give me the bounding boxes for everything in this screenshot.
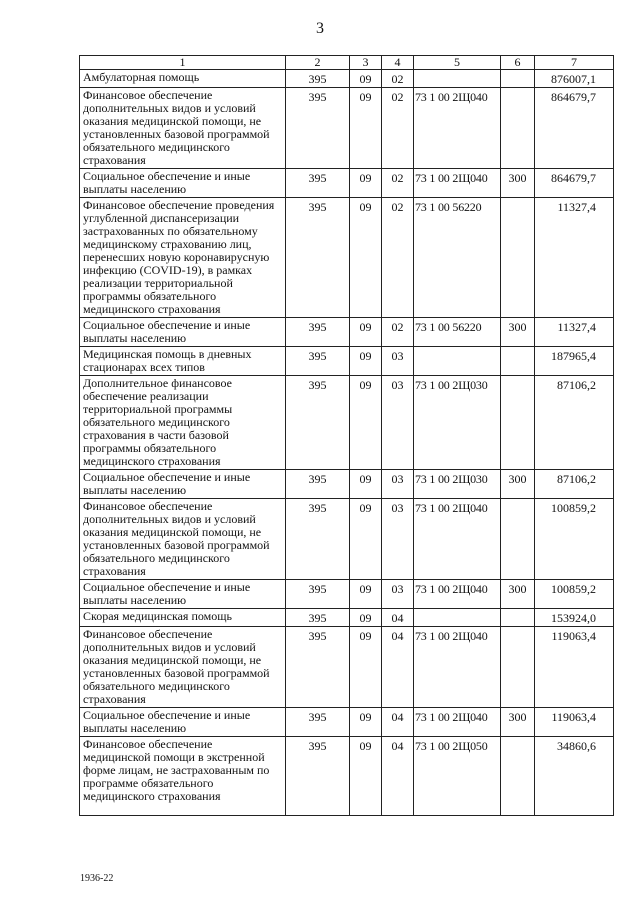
cell-col-3: 09	[350, 198, 382, 318]
cell-description: Финансовое обеспечение дополнительных видов и условий оказания медицинской помощи, не установленных базовой программой обязательного медицинского страхования	[80, 627, 286, 708]
page-number: 3	[316, 20, 324, 37]
cell-col-5	[414, 347, 501, 376]
cell-col-4: 03	[382, 580, 414, 609]
footer-document-code: 1936-22	[80, 873, 114, 884]
table-row	[80, 376, 614, 470]
cell-col-4: 02	[382, 88, 414, 169]
cell-col-6: 300	[501, 470, 535, 499]
cell-col-5: 73 1 00 2Щ040	[414, 499, 501, 580]
cell-col-2: 395	[286, 318, 350, 347]
cell-col-3: 09	[350, 609, 382, 627]
header-col-4: 4	[382, 56, 414, 70]
cell-description: Амбулаторная помощь	[80, 70, 286, 88]
cell-col-5	[414, 609, 501, 627]
cell-col-3: 09	[350, 580, 382, 609]
table-row	[80, 580, 614, 609]
cell-col-4: 02	[382, 318, 414, 347]
cell-col-3: 09	[350, 88, 382, 169]
cell-col-3: 09	[350, 470, 382, 499]
cell-col-7: 100859,2	[535, 499, 614, 580]
cell-col-7: 119063,4	[535, 708, 614, 737]
cell-col-7: 187965,4	[535, 347, 614, 376]
cell-col-2: 395	[286, 470, 350, 499]
cell-col-6	[501, 88, 535, 169]
cell-col-5: 73 1 00 2Щ030	[414, 470, 501, 499]
cell-col-2: 395	[286, 70, 350, 88]
cell-col-2: 395	[286, 609, 350, 627]
cell-col-2: 395	[286, 737, 350, 816]
cell-col-5: 73 1 00 56220	[414, 318, 501, 347]
cell-col-5: 73 1 00 2Щ040	[414, 88, 501, 169]
cell-col-7: 864679,7	[535, 169, 614, 198]
header-col-1: 1	[80, 56, 286, 70]
cell-description: Социальное обеспечение и иные выплаты населению	[80, 318, 286, 347]
cell-description: Социальное обеспечение и иные выплаты населению	[80, 580, 286, 609]
table-row	[80, 609, 614, 627]
cell-col-3: 09	[350, 347, 382, 376]
cell-col-2: 395	[286, 88, 350, 169]
cell-col-2: 395	[286, 376, 350, 470]
cell-col-4: 02	[382, 198, 414, 318]
cell-description: Социальное обеспечение и иные выплаты населению	[80, 470, 286, 499]
budget-table-container	[79, 55, 613, 816]
table-row	[80, 499, 614, 580]
cell-col-5: 73 1 00 2Щ040	[414, 708, 501, 737]
cell-col-4: 04	[382, 609, 414, 627]
cell-col-3: 09	[350, 499, 382, 580]
cell-col-7: 864679,7	[535, 88, 614, 169]
cell-col-2: 395	[286, 627, 350, 708]
table-body	[80, 70, 614, 816]
cell-col-6: 300	[501, 318, 535, 347]
cell-col-2: 395	[286, 499, 350, 580]
cell-col-3: 09	[350, 627, 382, 708]
cell-col-6	[501, 627, 535, 708]
cell-col-2: 395	[286, 708, 350, 737]
cell-col-5: 73 1 00 2Щ050	[414, 737, 501, 816]
cell-col-7: 153924,0	[535, 609, 614, 627]
table-row	[80, 318, 614, 347]
cell-col-4: 03	[382, 376, 414, 470]
cell-col-6	[501, 609, 535, 627]
cell-description: Финансовое обеспечение проведения углубленной диспансеризации застрахованных по обязательному медицинскому страхованию лиц, перенесших новую коронавирусную инфекцию (COVID-19), в рамках реализации территориальной программы обязательного медицинского страхования	[80, 198, 286, 318]
cell-col-6: 300	[501, 169, 535, 198]
header-col-5: 5	[414, 56, 501, 70]
cell-col-6: 300	[501, 708, 535, 737]
cell-col-2: 395	[286, 347, 350, 376]
cell-col-7: 876007,1	[535, 70, 614, 88]
cell-col-2: 395	[286, 169, 350, 198]
cell-col-5: 73 1 00 2Щ040	[414, 627, 501, 708]
cell-description: Финансовое обеспечение медицинской помощи в экстренной форме лицам, не застрахованным по программе обязательного медицинского страхования	[80, 737, 286, 816]
header-col-3: 3	[350, 56, 382, 70]
table-row	[80, 347, 614, 376]
table-row	[80, 88, 614, 169]
cell-col-4: 03	[382, 470, 414, 499]
table-row	[80, 708, 614, 737]
table-row	[80, 470, 614, 499]
cell-description: Скорая медицинская помощь	[80, 609, 286, 627]
cell-col-6	[501, 376, 535, 470]
cell-col-6: 300	[501, 580, 535, 609]
table-row	[80, 737, 614, 816]
cell-col-7: 11327,4	[535, 198, 614, 318]
table-row	[80, 627, 614, 708]
cell-col-3: 09	[350, 737, 382, 816]
cell-col-6	[501, 737, 535, 816]
cell-col-5: 73 1 00 56220	[414, 198, 501, 318]
cell-col-3: 09	[350, 376, 382, 470]
cell-col-7: 100859,2	[535, 580, 614, 609]
cell-col-3: 09	[350, 70, 382, 88]
table-header-row	[80, 56, 614, 70]
header-col-2: 2	[286, 56, 350, 70]
table-row	[80, 198, 614, 318]
header-col-7: 7	[535, 56, 614, 70]
cell-col-2: 395	[286, 198, 350, 318]
cell-col-5	[414, 70, 501, 88]
table-row	[80, 169, 614, 198]
cell-col-7: 34860,6	[535, 737, 614, 816]
cell-col-7: 119063,4	[535, 627, 614, 708]
cell-col-5: 73 1 00 2Щ040	[414, 169, 501, 198]
cell-col-4: 03	[382, 499, 414, 580]
table-row	[80, 70, 614, 88]
cell-col-5: 73 1 00 2Щ030	[414, 376, 501, 470]
cell-col-4: 04	[382, 708, 414, 737]
cell-col-4: 04	[382, 737, 414, 816]
budget-table	[79, 55, 614, 816]
cell-description: Социальное обеспечение и иные выплаты населению	[80, 708, 286, 737]
cell-col-3: 09	[350, 318, 382, 347]
cell-col-7: 87106,2	[535, 376, 614, 470]
cell-col-7: 11327,4	[535, 318, 614, 347]
cell-col-5: 73 1 00 2Щ040	[414, 580, 501, 609]
cell-col-3: 09	[350, 169, 382, 198]
cell-col-4: 03	[382, 347, 414, 376]
cell-col-2: 395	[286, 580, 350, 609]
cell-description: Дополнительное финансовое обеспечение реализации территориальной программы обязательного медицинского страхования в части базовой программы обязательного медицинского страхования	[80, 376, 286, 470]
cell-col-6	[501, 347, 535, 376]
cell-col-7: 87106,2	[535, 470, 614, 499]
cell-col-4: 04	[382, 627, 414, 708]
cell-col-3: 09	[350, 708, 382, 737]
cell-col-6	[501, 198, 535, 318]
cell-description: Медицинская помощь в дневных стационарах всех типов	[80, 347, 286, 376]
cell-col-4: 02	[382, 169, 414, 198]
cell-description: Социальное обеспечение и иные выплаты населению	[80, 169, 286, 198]
header-col-6: 6	[501, 56, 535, 70]
cell-col-4: 02	[382, 70, 414, 88]
cell-col-6	[501, 499, 535, 580]
cell-description: Финансовое обеспечение дополнительных видов и условий оказания медицинской помощи, не установленных базовой программой обязательного медицинского страхования	[80, 499, 286, 580]
cell-description: Финансовое обеспечение дополнительных видов и условий оказания медицинской помощи, не установленных базовой программой обязательного медицинского страхования	[80, 88, 286, 169]
cell-col-6	[501, 70, 535, 88]
